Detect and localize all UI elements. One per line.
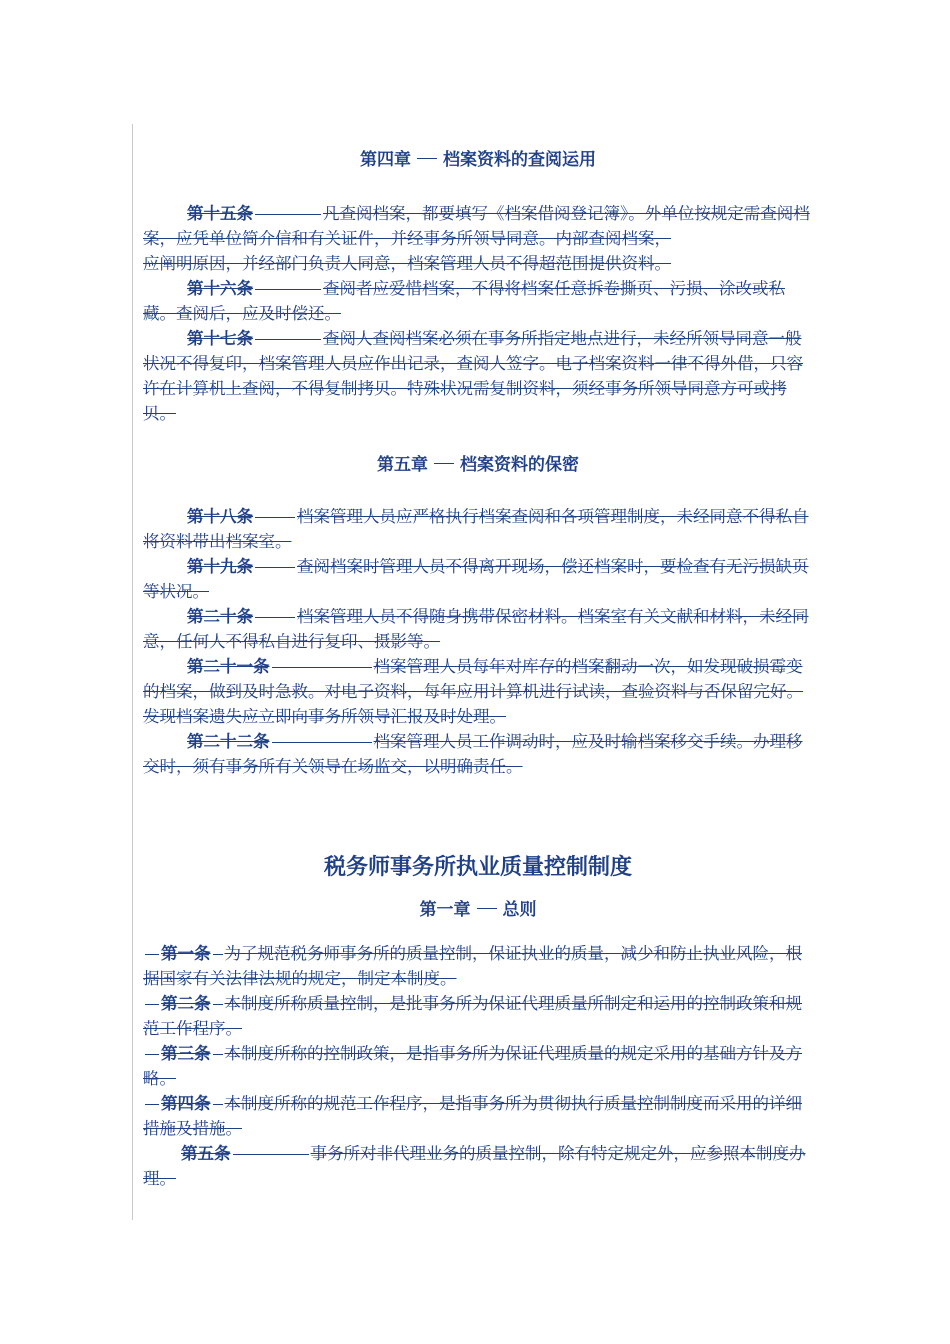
article-5: 第五条 事务所对非代理业务的质量控制，除有特定规定外，应参照本制度办理。 bbox=[143, 1144, 806, 1188]
chapter-1-heading bbox=[143, 895, 813, 925]
document-body bbox=[143, 145, 813, 1191]
article-20: 第二十条 档案管理人员不得随身携带保密材料。档案室有关文献和材料，未经同意，任何人不得私自进行复印、摄影等。 bbox=[143, 607, 809, 651]
chapter-5-heading bbox=[143, 450, 813, 480]
chapter-title: 档案资料的保密 bbox=[460, 455, 579, 475]
article-15-cont: 应阐明原因，并经部门负责人同意，档案管理人员不得超范围提供资料。 bbox=[143, 254, 671, 273]
chapter-number: 第五章 bbox=[377, 455, 428, 475]
article-19: 第十九条 查阅档案时管理人员不得离开现场，偿还档案时，要检查有无污损缺页等状况。 bbox=[143, 557, 809, 601]
article-1: 第一条 为了规范税务师事务所的质量控制，保证执业的质量，减少和防止执业风险，根据国家有关法律法规的规定，制定本制度。 bbox=[143, 944, 802, 988]
chapter-number: 第四章 bbox=[360, 150, 411, 170]
chapter-number: 第一章 bbox=[419, 900, 471, 920]
article-18: 第十八条 档案管理人员应严格执行档案查阅和各项管理制度，未经同意不得私自将资料带出档案室。 bbox=[143, 507, 809, 551]
chapter-title: 档案资料的查阅运用 bbox=[443, 150, 596, 170]
document-title: 税务师事务所执业质量控制制度 bbox=[323, 854, 632, 880]
article-4: 第四条 本制度所称的规范工作程序，是指事务所为贯彻执行质量控制制度而采用的详细措施及措施。 bbox=[143, 1094, 802, 1138]
article-15: 第十五条 凡查阅档案，都要填写《档案借阅登记簿》。外单位按规定需查阅档案，应凭单位简介信和有关证件，并经事务所领导同意。内部查阅档案， bbox=[143, 204, 810, 248]
article-2: 第二条 本制度所称质量控制，是批事务所为保证代理质量所制定和运用的控制政策和规范工作程序。 bbox=[143, 994, 802, 1038]
chapter-title: 总则 bbox=[502, 900, 537, 920]
article-22: 第二十二条 档案管理人员工作调动时，应及时输档案移交手续。办理移交时，须有事务所有关领导在场监交，以明确责任。 bbox=[143, 732, 803, 776]
article-17: 第十七条 查阅人查阅档案必须在事务所指定地点进行，未经所领导同意一般状况不得复印，档案管理人员应作出记录，查阅人签字。电子档案资料一律不得外借，只容许在计算机上查阅，不得复制拷贝。特殊状况需复制资料，须经事务所领导同意方可或拷贝。 bbox=[143, 329, 803, 423]
chapter-4-heading bbox=[143, 145, 813, 175]
article-16: 第十六条 查阅者应爱惜档案，不得将档案任意拆卷撕页、污损、涂改或私藏。查阅后，应及时偿还。 bbox=[143, 279, 785, 323]
page-margin-line bbox=[132, 124, 133, 1220]
article-21: 第二十一条 档案管理人员每年对库存的档案翻动一次，如发现破损霉变的档案，做到及时急救。对电子资料，每年应用计算机进行试读，查验资料与否保留完好。发现档案遗失应立即向事务所领导汇报及时处理。 bbox=[143, 657, 803, 726]
article-3: 第三条 本制度所称的控制政策，是指事务所为保证代理质量的规定采用的基础方针及方略。 bbox=[143, 1044, 802, 1088]
